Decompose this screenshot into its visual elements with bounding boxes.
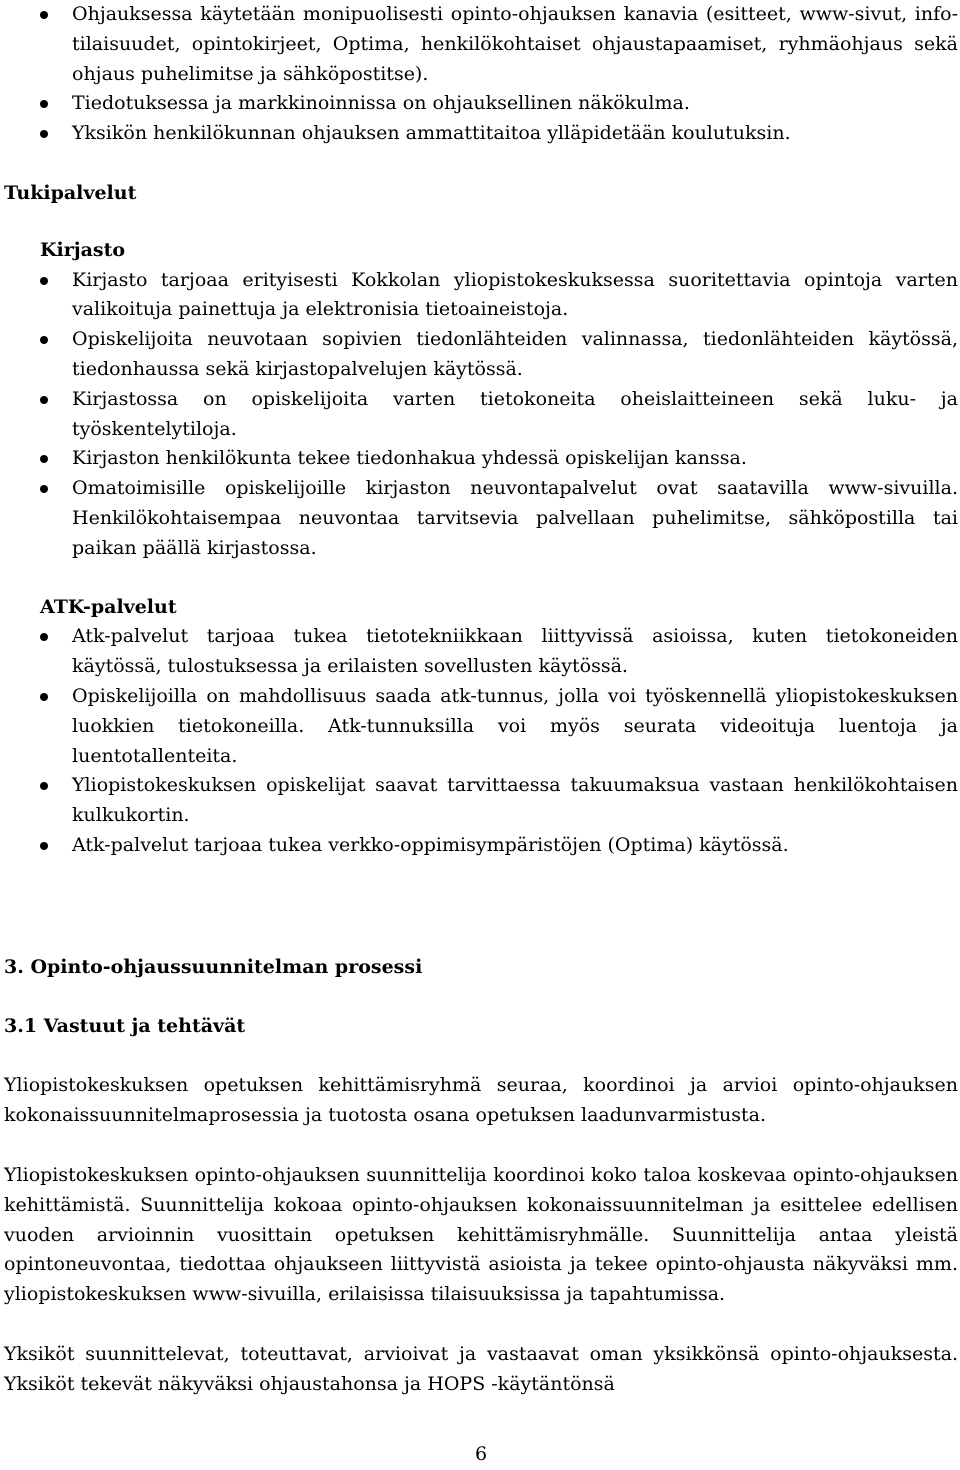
page-number: 6 — [474, 1443, 488, 1465]
list-item: Yliopistokeskuksen opiskelijat saavat tarvittaessa takuumaksua vastaan henkilökohtaisen kulkukortin. — [4, 771, 958, 831]
list-item: Opiskelijoilla on mahdollisuus saada atk-tunnus, jolla voi työskennellä yliopistokeskuksen luokkien tietokoneilla. Atk-tunnuksilla voi myös seurata videoituja luentoja ja luentotallenteita. — [4, 682, 958, 771]
paragraph: Yliopistokeskuksen opinto-ohjauksen suunnittelija koordinoi koko taloa koskevaa opinto-ohjauksen kehittämistä. Suunnittelija kokoaa opinto-ohjauksen kokonaissuunnitelman ja esittelee edellisen vuoden arvioinnin vuosittain opetuksen kehittämisryhmälle. Suunnittelija antaa yleistä opintoneuvontaa, tiedottaa ohjaukseen liittyvistä asioista ja tekee opinto-ohjausta näkyväksi mm. yliopistokeskuksen www-sivuilla, erilaisissa tilaisuuksissa ja tapahtumissa. — [4, 1163, 958, 1306]
list-item: Atk-palvelut tarjoaa tukea verkko-oppimisympäristöjen (Optima) käytössä. — [4, 831, 958, 861]
list-item: Kirjaston henkilökunta tekee tiedonhakua yhdessä opiskelijan kanssa. — [4, 444, 958, 474]
list-item: Yksikön henkilökunnan ohjauksen ammattitaitoa ylläpidetään koulutuksin. — [4, 119, 958, 149]
heading-section-3-1: 3.1 Vastuut ja tehtävät — [4, 1014, 246, 1037]
list-item: Omatoimisille opiskelijoille kirjaston neuvontapalvelut ovat saatavilla www-sivuilla. Henkilökohtaisempaa neuvontaa tarvitsevia palvellaan puhelimitse, sähköpostilla tai paikan päällä kirjastossa. — [4, 474, 958, 563]
heading-atk-palvelut: ATK-palvelut — [40, 595, 177, 618]
top-bullet-list — [4, 0, 958, 149]
heading-section-3: 3. Opinto-ohjaussuunnitelman prosessi — [4, 955, 423, 978]
list-item: Kirjasto tarjoaa erityisesti Kokkolan yliopistokeskuksessa suoritettavia opintoja varten valikoituja painettuja ja elektronisia tietoaineistoja. — [4, 266, 958, 326]
kirjasto-bullet-list — [4, 266, 958, 564]
paragraph: Yliopistokeskuksen opetuksen kehittämisryhmä seuraa, koordinoi ja arvioi opinto-ohjauksen kokonaissuunnitelmaprosessia ja tuotosta osana opetuksen laadunvarmistusta. — [4, 1074, 958, 1127]
list-item: Atk-palvelut tarjoaa tukea tietotekniikkaan liittyvissä asioissa, kuten tietokoneiden käytössä, tulostuksessa ja erilaisten sovellusten käytössä. — [4, 622, 958, 682]
list-item: Tiedotuksessa ja markkinoinnissa on ohjauksellinen näkökulma. — [4, 89, 958, 119]
list-item: Ohjauksessa käytetään monipuolisesti opinto-ohjauksen kanavia (esitteet, www-sivut, info-tilaisuudet, opintokirjeet, Optima, henkilökohtaiset ohjaustapaamiset, ryhmäohjaus sekä ohjaus puhelimitse ja sähköpostitse). — [4, 0, 958, 89]
heading-tukipalvelut: Tukipalvelut — [4, 181, 137, 204]
list-item: Opiskelijoita neuvotaan sopivien tiedonlähteiden valinnassa, tiedonlähteiden käytössä, tiedonhaussa sekä kirjastopalvelujen käytössä. — [4, 325, 958, 385]
heading-kirjasto: Kirjasto — [40, 238, 126, 261]
paragraph: Yksiköt suunnittelevat, toteuttavat, arvioivat ja vastaavat oman yksikkönsä opinto-ohjauksesta. Yksiköt tekevät näkyväksi ohjaustahonsa ja HOPS -käytäntönsä — [4, 1342, 958, 1395]
list-item: Kirjastossa on opiskelijoita varten tietokoneita oheislaitteineen sekä luku- ja työskentelytiloja. — [4, 385, 958, 445]
document-page — [4, 0, 958, 1465]
atk-bullet-list — [4, 622, 958, 860]
